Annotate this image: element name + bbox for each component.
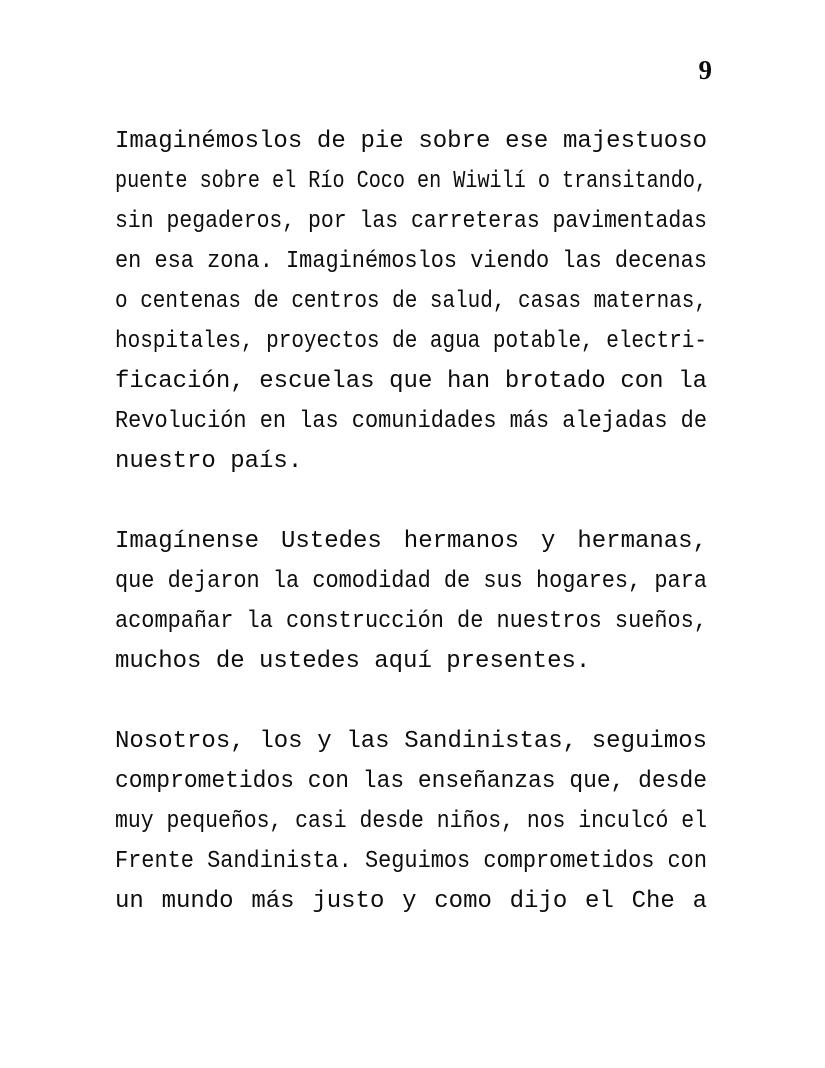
text-line: Imagínense Ustedes hermanos y hermanas,	[115, 528, 707, 555]
page-number: 9	[698, 55, 712, 85]
text-line: un mundo más justo y como dijo el Che a	[115, 888, 707, 915]
text-line: nuestro país.	[115, 448, 303, 475]
text-line: muchos de ustedes aquí presentes.	[115, 648, 591, 675]
text-line: hospitales, proyectos de agua potable, electri-	[115, 328, 707, 355]
text-line: ficación, escuelas que han brotado con la	[115, 368, 707, 395]
text-line: Nosotros, los y las Sandinistas, seguimos	[115, 728, 707, 755]
body-text	[115, 122, 707, 962]
text-line: acompañar la construcción de nuestros sueños,	[115, 608, 707, 635]
text-line: Frente Sandinista. Seguimos comprometidos con	[115, 848, 707, 875]
paragraph	[115, 722, 707, 922]
text-line: puente sobre el Río Coco en Wiwilí o transitando,	[115, 168, 707, 195]
text-line: Imaginémoslos de pie sobre ese majestuoso	[115, 128, 707, 155]
text-line: en esa zona. Imaginémoslos viendo las decenas	[115, 248, 707, 275]
text-line: que dejaron la comodidad de sus hogares, para	[115, 568, 707, 595]
text-line: o centenas de centros de salud, casas maternas,	[115, 288, 707, 315]
paragraph	[115, 122, 707, 482]
text-line: sin pegaderos, por las carreteras pavimentadas	[115, 208, 707, 235]
text-line: Revolución en las comunidades más alejadas de	[115, 408, 707, 435]
text-line: muy pequeños, casi desde niños, nos inculcó el	[115, 808, 707, 835]
text-line: comprometidos con las enseñanzas que, desde	[115, 768, 707, 795]
paragraph	[115, 522, 707, 682]
